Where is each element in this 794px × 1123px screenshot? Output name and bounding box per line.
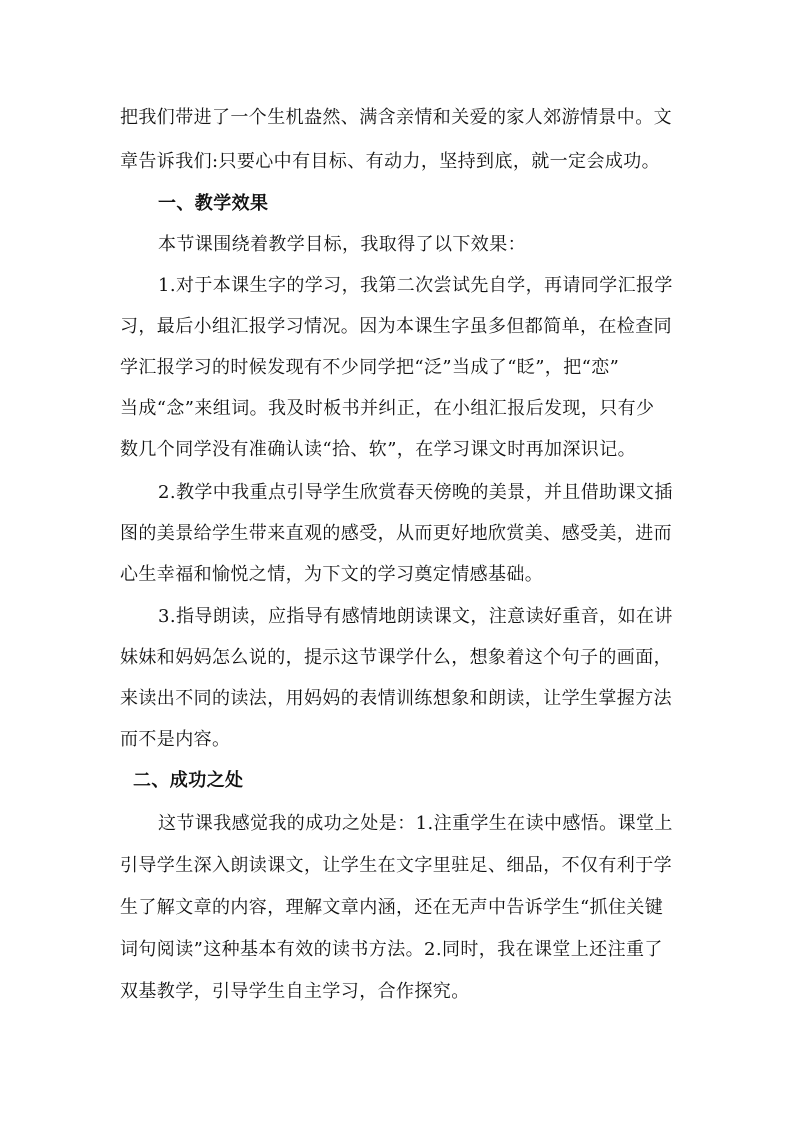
- point-2-line-1: 2.教学中我重点引导学生欣赏春天傍晚的美景，并且借助课文插: [158, 482, 673, 503]
- point-2-line-2: 图的美景给学生带来直观的感受，从而更好地欣赏美、感受美，进而: [120, 523, 672, 544]
- section-1-lead: 本节课围绕着教学目标，我取得了以下效果：: [158, 234, 526, 255]
- section-1-heading: 一、教学效果: [158, 193, 269, 214]
- point-3-line-3: 来读出不同的读法，用妈妈的表情训练想象和朗读，让学生掌握方法: [120, 688, 672, 709]
- section-2-line-1: 这节课我感觉我的成功之处是：1.注重学生在读中感悟。课堂上: [158, 813, 673, 834]
- point-1-line-5: 数几个同学没有准确认读“拾、软”，在学习课文时再加深识记。: [120, 439, 637, 460]
- point-1-line-4: 当成“念”来组词。我及时板书并纠正，在小组汇报后发现，只有少: [120, 398, 655, 419]
- section-2-line-3: 生了解文章的内容，理解文章内涵，还在无声中告诉学生“抓住关键: [120, 897, 664, 918]
- section-2-line-5: 双基教学，引导学生自主学习，合作探究。: [120, 981, 470, 1002]
- point-3-line-1: 3.指导朗读，应指导有感情地朗读课文，注意读好重音，如在讲: [158, 606, 673, 627]
- point-2-line-3: 心生幸福和愉悦之情，为下文的学习奠定情感基础。: [120, 564, 544, 585]
- intro-line-2: 章告诉我们:只要心中有目标、有动力，坚持到底，就一定会成功。: [120, 151, 661, 172]
- point-3-line-2: 妹妹和妈妈怎么说的，提示这节课学什么，想象着这个句子的画面，: [120, 647, 672, 668]
- section-2-heading: 二、成功之处: [133, 770, 244, 791]
- point-1-line-3: 学汇报学习的时候发现有不少同学把“泛”当成了“眨”，把“恋”: [120, 357, 620, 378]
- section-2-line-4: 词句阅读”这种基本有效的读书方法。2.同时，我在课堂上还注重了: [120, 939, 663, 960]
- point-1-line-1: 1.对于本课生字的学习，我第二次尝试先自学，再请同学汇报学: [158, 275, 673, 296]
- intro-line-1: 把我们带进了一个生机盎然、满含亲情和关爱的家人郊游情景中。文: [120, 107, 672, 128]
- point-3-line-4: 而不是内容。: [120, 729, 231, 750]
- point-1-line-2: 习，最后小组汇报学习情况。因为本课生字虽多但都简单，在检查同: [120, 316, 672, 337]
- section-2-line-2: 引导学生深入朗读课文，让学生在文字里驻足、细品，不仅有利于学: [120, 855, 672, 876]
